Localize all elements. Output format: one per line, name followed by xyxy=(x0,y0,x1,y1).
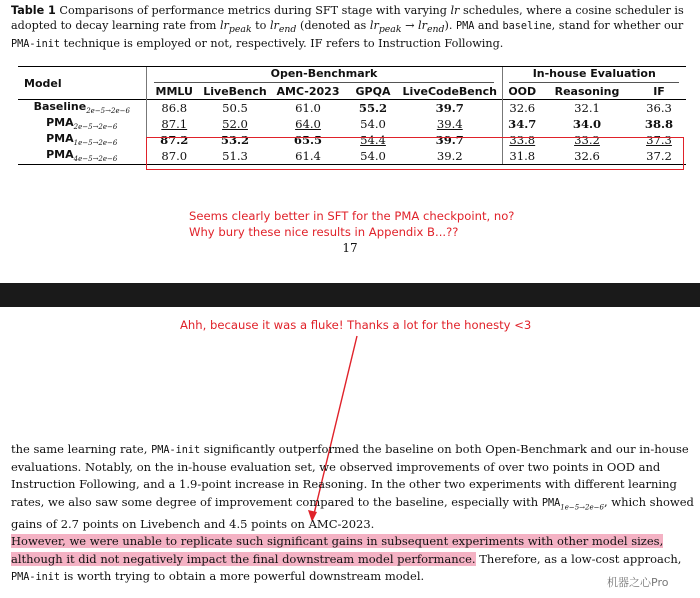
cell: 33.2 xyxy=(574,133,600,147)
col-amc2023: AMC-2023 xyxy=(276,84,340,98)
cell: 39.4 xyxy=(436,117,463,131)
col-mmlu: MMLU xyxy=(146,83,202,100)
col-gpqa: GPQA xyxy=(355,84,391,98)
cell: 52.0 xyxy=(222,117,248,131)
cell: 64.0 xyxy=(295,117,321,131)
cell: 32.1 xyxy=(542,100,632,117)
cell: 34.7 xyxy=(502,116,542,132)
cell: 87.1 xyxy=(146,116,202,132)
col-livebench: LiveBench xyxy=(203,84,267,98)
group-open-benchmark: Open-Benchmark xyxy=(146,67,502,84)
cell: 39.7 xyxy=(435,133,464,147)
cell: 50.5 xyxy=(202,100,268,117)
watermark: 机器之心Pro xyxy=(607,576,669,589)
cell: 54.0 xyxy=(360,117,386,131)
cell: 39.2 xyxy=(398,148,502,165)
cell: 36.3 xyxy=(632,100,686,117)
col-livecodebench: LiveCodeBench xyxy=(402,84,497,98)
cell: 34.0 xyxy=(572,117,602,131)
cell: 65.5 xyxy=(293,133,323,147)
cell: 31.8 xyxy=(502,148,542,165)
cell: 54.0 xyxy=(348,148,398,165)
highlighted-sentence: However, we were unable to replicate such significant gains in subsequent experiments with other model sizes, although it did not negatively impact the final downstream model performance. xyxy=(11,534,664,566)
cell: 61.0 xyxy=(268,100,348,117)
group-inhouse: In-house Evaluation xyxy=(502,67,686,84)
cell: 51.3 xyxy=(202,148,268,165)
cell: 39.7 xyxy=(398,100,502,117)
cell: 54.4 xyxy=(360,133,386,147)
col-ood: OOD xyxy=(502,83,542,100)
row-label: $PMA_{2e-5\to 2e-6}$ xyxy=(46,116,118,132)
page-number: 17 xyxy=(342,241,358,255)
annotation-note: Seems clearly better in SFT for the PMA checkpoint, no? Why bury these nice results in Appendix B...?? xyxy=(189,209,515,239)
cell: 37.2 xyxy=(632,148,686,165)
cell: 87.0 xyxy=(146,148,202,165)
cell: 61.4 xyxy=(268,148,348,165)
cell: 53.2 xyxy=(220,133,250,147)
cell: 37.3 xyxy=(646,133,672,147)
cell: 32.6 xyxy=(502,100,542,117)
cell: 32.6 xyxy=(542,148,632,165)
table-caption: Table 1 Comparisons of performance metrics during SFT stage with varying lr schedules, where a cosine scheduler is adopted to decay learning rate from $lr_{peak}$ to $lr_{end}$ (denoted as $lr_{peak} \to lr_{end}$). PMA and baseline, stand for whether our PMA-init technique is employed or not, respectively. IF refers to Instruction Following. xyxy=(11,4,684,51)
col-reasoning: Reasoning xyxy=(554,84,620,98)
model-header: Model xyxy=(18,67,146,100)
cell: 38.8 xyxy=(644,117,674,131)
reply-annotation: Ahh, because it was a fluke! Thanks a lot for the honesty <3 xyxy=(180,318,532,332)
cell: 86.8 xyxy=(146,100,202,117)
cell: 55.2 xyxy=(348,100,398,117)
cell: 33.8 xyxy=(502,132,542,148)
row-label: $PMA_{4e-5\to 2e-6}$ xyxy=(18,148,146,165)
cell: 87.2 xyxy=(146,132,202,148)
row-label: Baseline$_{2e-5\to 2e-6}$ xyxy=(18,100,146,117)
col-if: IF xyxy=(653,84,665,98)
paper-body-text: the same learning rate, PMA-init significantly outperformed the baseline on both Open-Benchmark and our in-house evaluations. Notably, on the in-house evaluation set, we observed improvements of over two points in OOD and Instruction Following, and a 1.9-point increase in Reasoning. In the other two experiments with different learning rates, we also saw some degree of improvement compared to the baseline, especially with $PMA_{1e-5\to 2e-6}$, which showed gains of 2.7 points on Livebench and 4.5 points on AMC-2023. However, we were unable to replicate such significant gains in subsequent experiments with other model sizes, although it did not negatively impact the final downstream model performance. Therefore, as a low-cost approach, PMA-init is worth trying to obtain a more powerful downstream model. xyxy=(11,442,694,583)
row-label: $PMA_{1e-5\to 2e-6}$ xyxy=(46,132,118,148)
